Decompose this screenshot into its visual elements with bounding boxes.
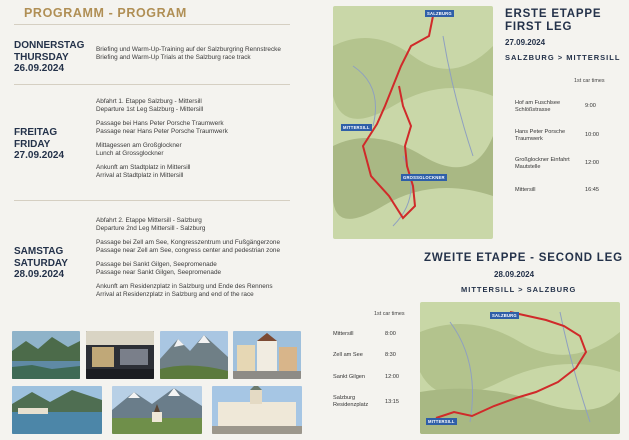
event-de: Passage bei Hans Peter Porsche Traumwerk — [96, 120, 224, 127]
event-item — [96, 98, 228, 114]
second-leg-stop-time: 13:15 — [385, 399, 399, 405]
second-leg-times-header: 1st car times — [374, 311, 405, 317]
event-item — [96, 164, 228, 180]
map-first-leg — [333, 6, 493, 239]
event-item — [96, 261, 280, 277]
first-leg-title-en: FIRST LEG — [505, 21, 573, 33]
map-label-end: SALZBURG — [492, 313, 517, 318]
second-leg-stop-time: 8:00 — [385, 331, 396, 337]
map-label-mid: GROSSGLOCKNER — [403, 175, 445, 180]
second-leg-title: ZWEITE ETAPPE - SECOND LEG — [424, 252, 623, 264]
first-leg-stop-time: 9:00 — [585, 103, 596, 109]
route-separator: > — [557, 53, 564, 62]
first-leg-stop-name: Großglockner Einfahrt Mautstelle — [515, 157, 570, 170]
first-leg-stop-name: Hans Peter Porsche Traumwerk — [515, 129, 566, 142]
event-de: Briefing und Warm-Up-Training auf der Salzburgring Rennstrecke — [96, 46, 281, 53]
day-label-en: FRIDAY — [14, 138, 51, 150]
photo-town-square — [233, 331, 301, 379]
first-leg-stop-name: Hof am Fuschlsee Schlößstrasse — [515, 100, 561, 113]
event-de: Ankunft am Stadtplatz in Mittersill — [96, 164, 191, 171]
event-en: Lunch at Grossglockner — [96, 150, 164, 157]
second-leg-stop-time: 8:30 — [385, 352, 396, 358]
divider — [14, 24, 290, 25]
day-thursday — [14, 40, 84, 75]
event-de: Abfahrt 1. Etappe Salzburg - Mittersill — [96, 98, 202, 105]
day-date: 26.09.2024 — [14, 63, 65, 74]
first-leg-stop-time: 16:45 — [585, 187, 599, 193]
event-de: Abfahrt 2. Etappe Mittersill - Salzburg — [96, 217, 202, 224]
route-separator: > — [518, 285, 524, 294]
second-leg-stop-name: Salzburg Residenzplatz — [333, 395, 369, 408]
event-en: Departure 2nd Leg Mittersill - Salzburg — [96, 225, 206, 232]
events-saturday — [96, 217, 280, 305]
day-label-de: DONNERSTAG — [14, 40, 85, 51]
event-de: Mittagessen am Großglockner — [96, 142, 182, 149]
event-item — [96, 217, 280, 233]
photo-alpine-town — [112, 386, 202, 434]
first-leg-stop-time: 10:00 — [585, 132, 599, 138]
first-leg-title — [505, 8, 601, 34]
map-label-start: SALZBURG — [427, 11, 452, 16]
day-friday — [14, 127, 64, 162]
event-item — [96, 239, 280, 255]
event-en: Passage near Hans Peter Porsche Traumwerk — [96, 128, 228, 135]
day-label-de: FREITAG — [14, 127, 58, 138]
route-from: SALZBURG — [505, 53, 555, 62]
first-leg-stop-name: Mittersill — [515, 187, 536, 193]
day-label-en: SATURDAY — [14, 257, 68, 269]
photo-residenzplatz — [212, 386, 302, 434]
event-de: Passage bei Zell am See, Kongresszentrum und Fußgängerzone — [96, 239, 281, 246]
event-en: Departure 1st Leg Salzburg - Mittersill — [96, 106, 204, 113]
first-leg-date: 27.09.2024 — [505, 38, 546, 47]
divider — [14, 84, 290, 85]
event-de: Passage bei Sankt Gilgen, Seepromenade — [96, 261, 217, 268]
map-second-leg — [420, 302, 620, 434]
map-label-end: MITTERSILL — [343, 125, 370, 130]
second-leg-route — [461, 285, 576, 294]
first-leg-route — [505, 53, 620, 62]
second-leg-date: 28.09.2024 — [494, 270, 535, 279]
first-leg-stop-time: 12:00 — [585, 160, 599, 166]
second-leg-stop-name: Sankt Gilgen — [333, 374, 366, 380]
day-date: 28.09.2024 — [14, 269, 65, 280]
event-de: Ankunft am Residenzplatz in Salzburg und Ende des Rennens — [96, 283, 273, 290]
events-friday — [96, 98, 228, 186]
second-leg-stop-time: 12:00 — [385, 374, 399, 380]
event-en: Arrival at Stadtplatz in Mittersill — [96, 172, 184, 179]
events-thursday — [96, 46, 281, 68]
map-label-start: MITTERSILL — [428, 419, 455, 424]
day-label-en: THURSDAY — [14, 51, 69, 63]
route-to: MITTERSILL — [566, 53, 621, 62]
photo-museum-interior — [86, 331, 154, 379]
second-leg-stop-name: Mittersill — [333, 331, 354, 337]
event-item — [96, 46, 281, 62]
divider — [14, 200, 290, 201]
event-en: Arrival at Residenzplatz in Salzburg and end of the race — [96, 291, 254, 298]
second-leg-stop-name: Zell am See — [333, 352, 363, 358]
event-item — [96, 120, 228, 136]
route-from: MITTERSILL — [461, 285, 516, 294]
event-en: Passage near Zell am See, congress center and pedestrian zone — [96, 247, 281, 254]
day-saturday — [14, 246, 68, 281]
photo-lake-village — [12, 386, 102, 434]
event-item — [96, 142, 228, 158]
program-title: PROGRAMM - PROGRAM — [24, 6, 187, 20]
day-label-de: SAMSTAG — [14, 246, 64, 257]
first-leg-times-header: 1st car times — [574, 78, 605, 84]
photo-mountain-road — [160, 331, 228, 379]
day-date: 27.09.2024 — [14, 150, 65, 161]
photo-lake-landscape — [12, 331, 80, 379]
route-to: SALZBURG — [526, 285, 577, 294]
event-en: Briefing and Warm-Up Trials at the Salzburg race track — [96, 54, 251, 61]
event-en: Passage near Sankt Gilgen, Seepromenade — [96, 269, 222, 276]
event-item — [96, 283, 280, 299]
first-leg-title-de: ERSTE ETAPPE — [505, 8, 602, 20]
